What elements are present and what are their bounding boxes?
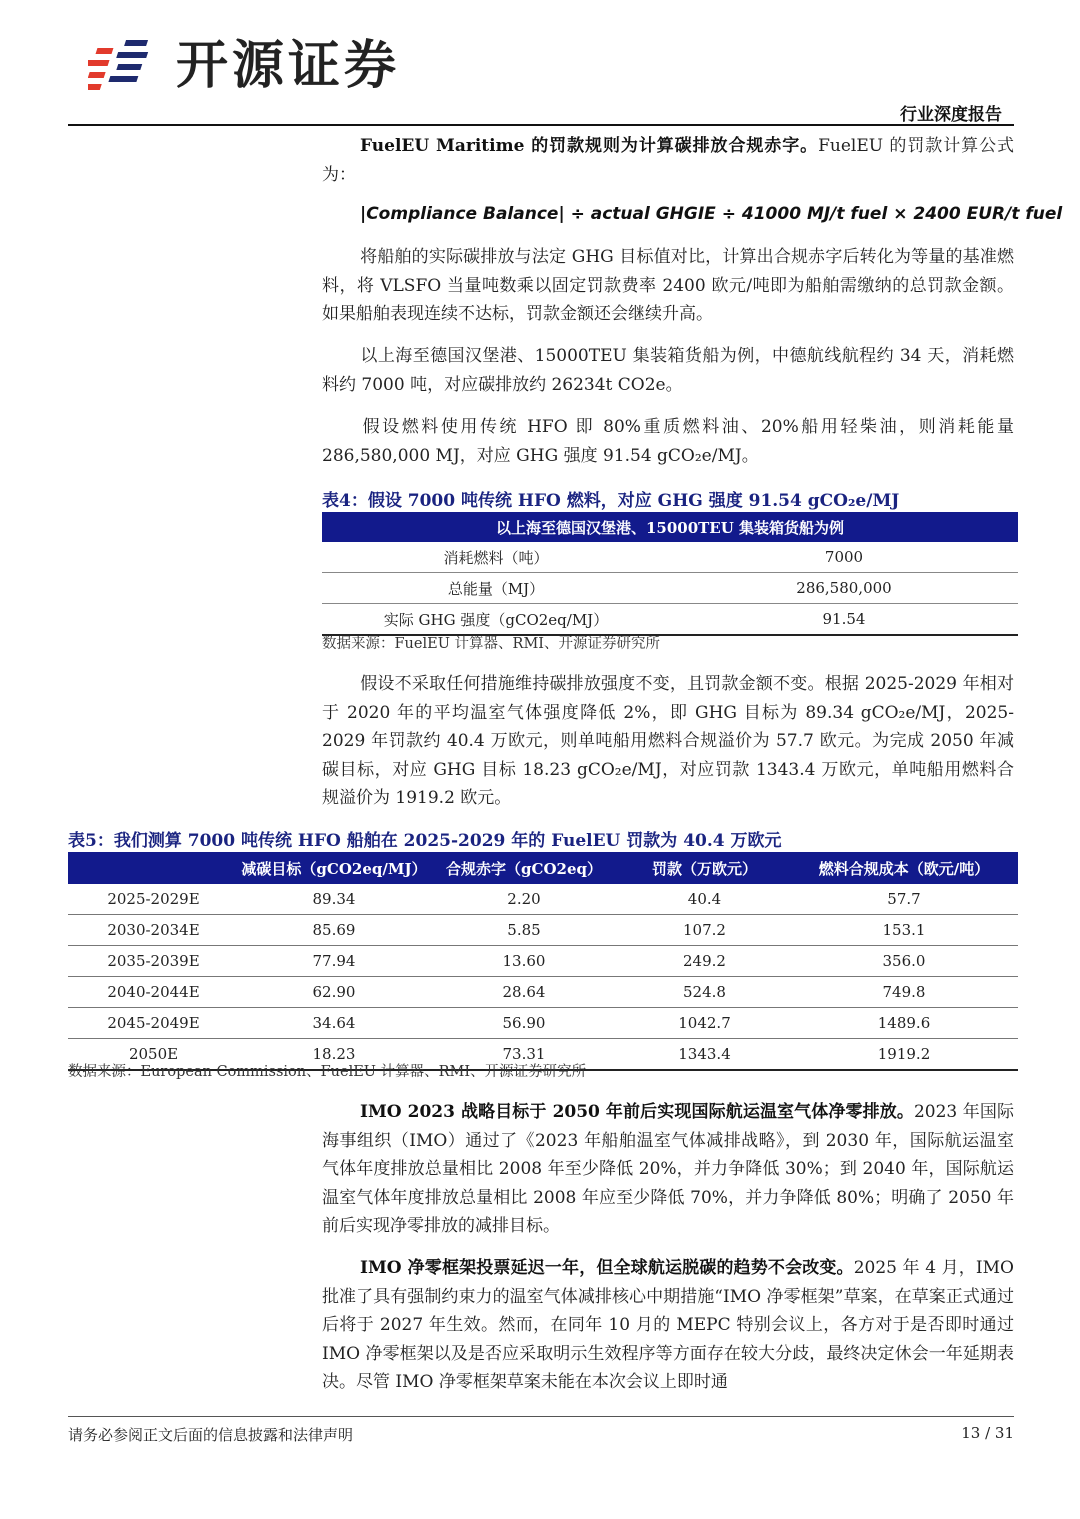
table5-cell: 28.64 — [429, 977, 619, 1008]
paragraph-imo-net-zero-framework — [322, 1254, 1014, 1397]
table5-column-header — [68, 852, 239, 884]
table5-column-header: 减碳目标（gCO2eq/MJ） — [239, 852, 429, 884]
table-row — [68, 946, 1018, 977]
logo-text: 开源证券 — [176, 36, 401, 96]
table5-cell: 62.90 — [239, 977, 429, 1008]
table5-cell: 40.4 — [619, 884, 790, 915]
table5-title: 表5：我们测算 7000 吨传统 HFO 船舶在 2025-2029 年的 FuelEU 罚款为 40.4 万欧元 — [68, 831, 782, 851]
table5-cell: 56.90 — [429, 1008, 619, 1039]
table5-source: 数据来源：European Commission、FuelEU 计算器、RMI、开源证券研究所 — [68, 1064, 587, 1080]
table5-cell: 2050E — [68, 1039, 239, 1071]
table-row — [322, 542, 1018, 573]
paragraph-shanghai-hamburg — [322, 342, 1014, 399]
table5-cell: 2045-2049E — [68, 1008, 239, 1039]
logo-icon — [88, 34, 168, 96]
table-row — [68, 1008, 1018, 1039]
table4-label: 总能量（MJ） — [322, 573, 670, 604]
table5-cell: 1919.2 — [790, 1039, 1018, 1071]
table5-cell: 749.8 — [790, 977, 1018, 1008]
table5-cell: 524.8 — [619, 977, 790, 1008]
paragraph-body: 假设燃料使用传统 HFO 即 80%重质燃料油、20%船用轻柴油，则消耗能量 286,580,000 MJ，对应 GHG 强度 91.54 gCO₂e/MJ。 — [322, 417, 1014, 466]
table5-cell: 2035-2039E — [68, 946, 239, 977]
table5-cell: 2.20 — [429, 884, 619, 915]
table-row — [68, 884, 1018, 915]
paragraph-lead: IMO 净零框架投票延迟一年，但全球航运脱碳的趋势不会改变。 — [360, 1258, 854, 1278]
table5-cell: 153.1 — [790, 915, 1018, 946]
table5-cell: 85.69 — [239, 915, 429, 946]
table5-cell: 1489.6 — [790, 1008, 1018, 1039]
table-row — [68, 977, 1018, 1008]
table5-column-header: 罚款（万欧元） — [619, 852, 790, 884]
footer-disclaimer: 请务必参阅正文后面的信息披露和法律声明 — [68, 1426, 354, 1444]
paragraph-body: FuelEU 的罚款计算公式为： — [322, 136, 1014, 185]
paragraph-body: 假设不采取任何措施维持碳排放强度不变，且罚款金额不变。根据 2025-2029 年相对于 2020 年的平均温室气体强度降低 2%，即 GHG 目标为 89.34 gCO₂e/MJ，2025-2029 年罚款约 40.4 万欧元，则单吨船用燃料合规溢价为 57.7 欧元。为完成 2050 年减碳目标，对应 GHG 目标 18.23 gCO₂e/MJ，对应罚款 1343.4 万欧元，单吨船用燃料合规溢价为 1919.2 欧元。 — [322, 674, 1014, 808]
paragraph-hfo-assumption — [322, 413, 1014, 470]
table-row — [322, 604, 1018, 636]
paragraph-imo-2023-strategy — [322, 1098, 1014, 1241]
table4-title: 表4：假设 7000 吨传统 HFO 燃料，对应 GHG 强度 91.54 gCO₂e/MJ — [322, 491, 900, 511]
table5-cell: 57.7 — [790, 884, 1018, 915]
table5-cell: 13.60 — [429, 946, 619, 977]
table4-value: 286,580,000 — [670, 573, 1018, 604]
table4-label: 消耗燃料（吨） — [322, 542, 670, 573]
table4-source: 数据来源：FuelEU 计算器、RMI、开源证券研究所 — [322, 636, 661, 652]
table5-cell: 107.2 — [619, 915, 790, 946]
paragraph-compliance-explanation — [322, 243, 1014, 329]
table5-cell: 1042.7 — [619, 1008, 790, 1039]
table4-header-row — [322, 512, 1018, 542]
table5-cell: 77.94 — [239, 946, 429, 977]
table5-column-header: 燃料合规成本（欧元/吨） — [790, 852, 1018, 884]
paragraph-penalty-rule — [322, 132, 1014, 189]
paragraph-lead: IMO 2023 战略目标于 2050 年前后实现国际航运温室气体净零排放。 — [360, 1102, 914, 1122]
table5-cell: 2030-2034E — [68, 915, 239, 946]
penalty-formula: |Compliance Balance| ÷ actual GHGIE ÷ 41000 MJ/t fuel × 2400 EUR/t fuel — [360, 204, 1063, 224]
header-divider — [68, 124, 1014, 126]
table4-label: 实际 GHG 强度（gCO2eq/MJ） — [322, 604, 670, 636]
table4-value: 91.54 — [670, 604, 1018, 636]
table5-cell: 73.31 — [429, 1039, 619, 1071]
table5-header-row — [68, 852, 1018, 884]
table5-cell: 2040-2044E — [68, 977, 239, 1008]
paragraph-lead: FuelEU Maritime 的罚款规则为计算碳排放合规赤字。 — [360, 136, 819, 156]
report-type-label: 行业深度报告 — [900, 105, 1002, 125]
table5-cell: 356.0 — [790, 946, 1018, 977]
table5-cell: 2025-2029E — [68, 884, 239, 915]
table4 — [322, 512, 1018, 636]
paragraph-penalty-estimate — [322, 670, 1014, 813]
table5-column-header: 合规赤字（gCO2eq） — [429, 852, 619, 884]
table5-cell: 89.34 — [239, 884, 429, 915]
table4-value: 7000 — [670, 542, 1018, 573]
footer-divider — [68, 1416, 1014, 1417]
table5-cell: 249.2 — [619, 946, 790, 977]
paragraph-body: 2023 年国际海事组织（IMO）通过了《2023 年船舶温室气体减排战略》，到 2030 年，国际航运温室气体年度排放总量相比 2008 年至少降低 20%，并力争降低 30%；到 2040 年，国际航运温室气体年度排放总量相比 2008 年应至少降低 70%，并力争降低 80%；明确了 2050 年前后实现净零排放的减排目标。 — [322, 1102, 1014, 1236]
table-row — [322, 573, 1018, 604]
page-number: 13 / 31 — [961, 1424, 1014, 1442]
paragraph-body: 以上海至德国汉堡港、15000TEU 集装箱货船为例，中德航线航程约 34 天，消耗燃料约 7000 吨，对应碳排放约 26234t CO2e。 — [322, 346, 1014, 395]
table4-header: 以上海至德国汉堡港、15000TEU 集装箱货船为例 — [322, 512, 1018, 542]
table-row — [68, 915, 1018, 946]
table5-cell: 34.64 — [239, 1008, 429, 1039]
paragraph-body: 将船舶的实际碳排放与法定 GHG 目标值对比，计算出合规赤字后转化为等量的基准燃料，将 VLSFO 当量吨数乘以固定罚款费率 2400 欧元/吨即为船舶需缴纳的总罚款金额。如果船舶表现连续不达标，罚款金额还会继续升高。 — [322, 247, 1014, 324]
table5 — [68, 852, 1018, 1071]
table5-cell: 5.85 — [429, 915, 619, 946]
table5-cell: 1343.4 — [619, 1039, 790, 1071]
table5-cell: 18.23 — [239, 1039, 429, 1071]
paragraph-body: 2025 年 4 月，IMO 批准了具有强制约束力的温室气体减排核心中期措施“IMO 净零框架”草案，在草案正式通过后将于 2027 年生效。然而，在同年 10 月的 MEPC 特别会议上，各方对于是否即时通过 IMO 净零框架以及是否应采取明示生效程序等方面存在较大分歧，最终决定休会一年延期表决。尽管 IMO 净零框架草案未能在本次会议上即时通 — [322, 1258, 1014, 1392]
